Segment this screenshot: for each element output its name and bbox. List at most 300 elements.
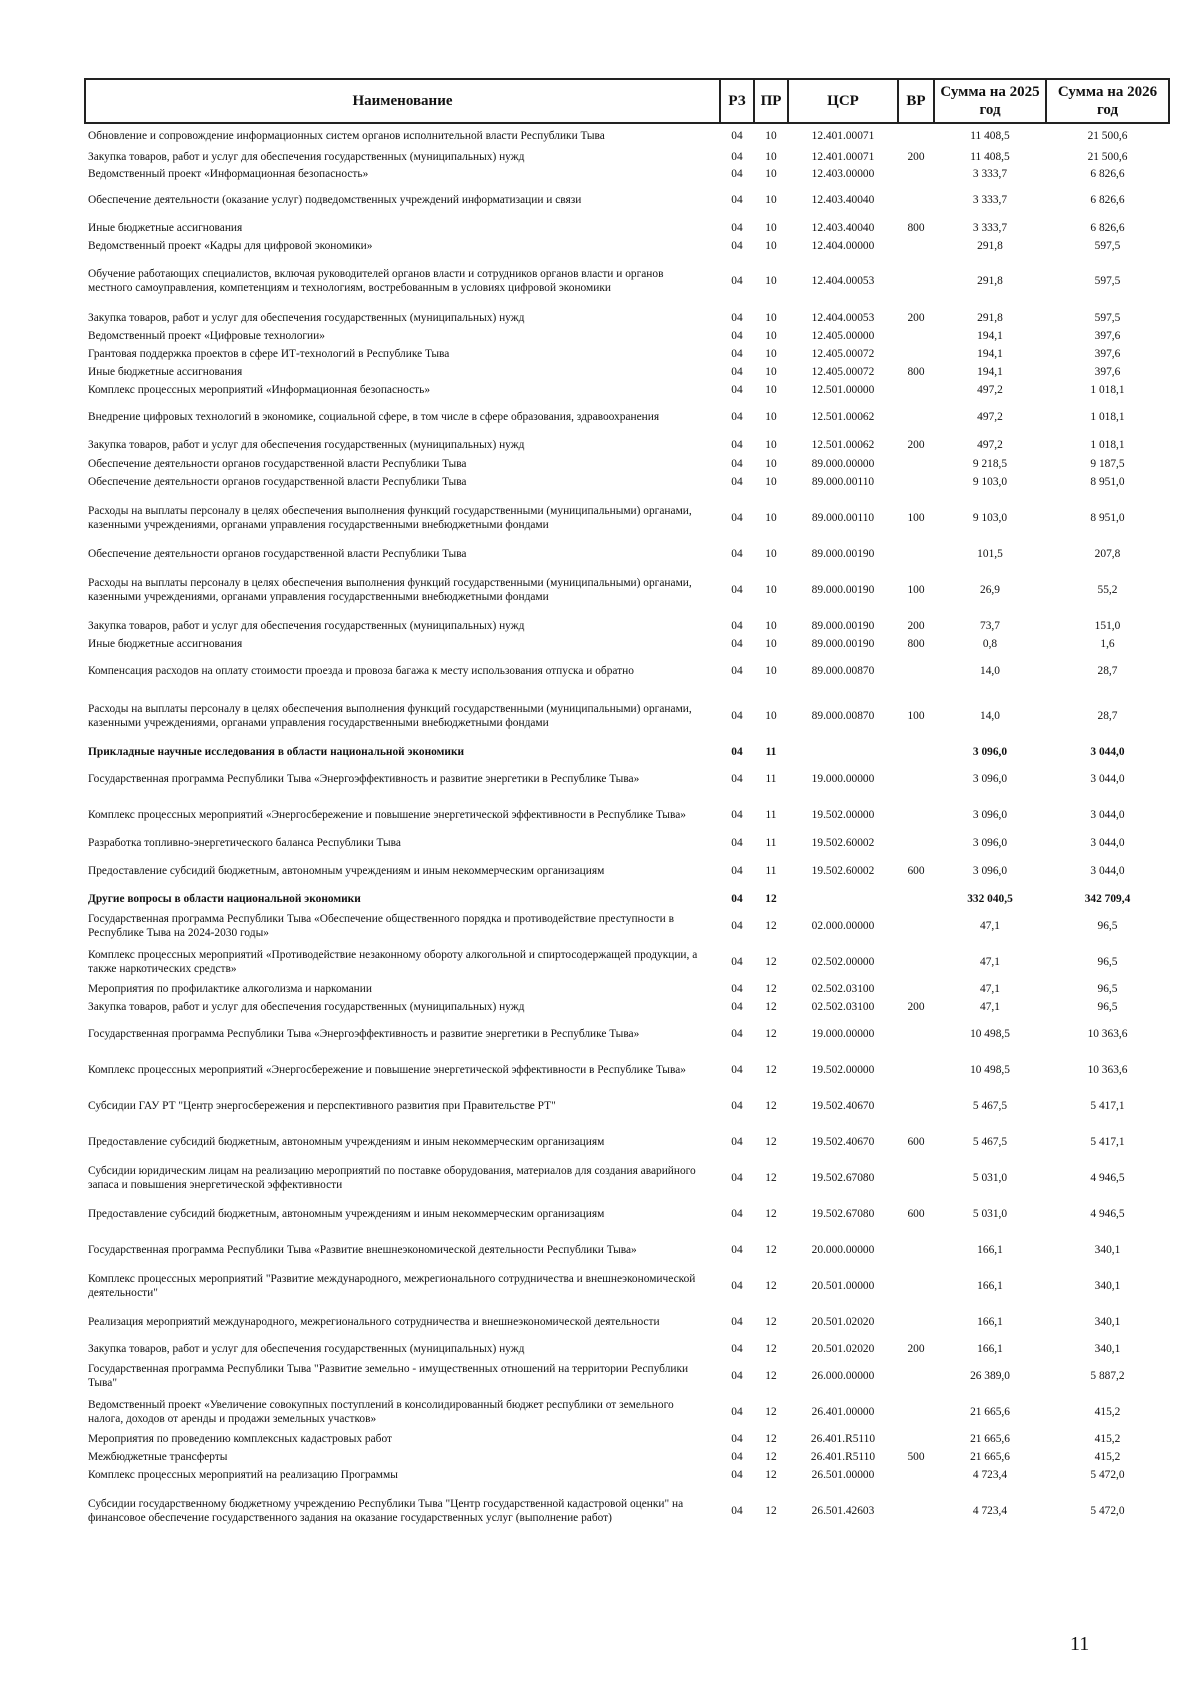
cell-name: Государственная программа Республики Тыва "Развитие земельно - имущественных отношений на территории Республики Тыва" [88,1363,689,1389]
cell-name: Субсидии юридическим лицам на реализацию мероприятий по поставке оборудования, материалов для создания аварийного запаса и повышения энергетической эффективности [88,1165,696,1191]
cell-vr [898,123,934,148]
cell-name: Иные бюджетные ассигнования [88,366,243,378]
cell-sum-2026: 415,2 [1094,1433,1121,1445]
cell-pr: 12 [765,1370,777,1382]
cell-sum-2026: 340,1 [1094,1280,1121,1292]
table-row [85,254,1169,308]
cell-vr [898,1088,934,1124]
table-row [85,182,1169,218]
cell-csr: 19.502.67080 [811,1208,875,1220]
cell-vr: 600 [907,1208,925,1220]
cell-rz: 04 [731,809,743,821]
cell-name: Предоставление субсидий бюджетным, автономным учреждениям и иным некоммерческим организациям [88,865,605,877]
cell-vr [898,944,934,980]
cell-sum-2026: 1 018,1 [1090,384,1125,396]
cell-rz: 04 [731,458,743,470]
table-row [85,345,1169,363]
cell-vr [898,327,934,345]
cell-vr [898,381,934,399]
table-row [85,1430,1169,1448]
cell-csr: 12.403.40040 [811,221,875,234]
cell-sum-2025: 14,0 [980,665,1000,677]
cell-vr [898,743,934,761]
cell-vr: 200 [907,311,925,324]
cell-name: Субсидии ГАУ РТ "Центр энергосбережения и перспективного развития при Правительстве РТ" [88,1100,556,1112]
header-sum-2026: Сумма на 2026 год [1046,79,1169,123]
cell-sum-2026: 8 951,0 [1090,512,1125,524]
cell-sum-2026: 8 951,0 [1090,476,1125,488]
table-row [85,1052,1169,1088]
cell-rz: 04 [731,1172,743,1184]
cell-rz: 04 [731,584,743,596]
cell-sum-2026: 151,0 [1094,620,1121,632]
cell-csr: 02.502.03100 [811,1001,875,1013]
cell-vr [898,237,934,254]
cell-csr: 12.404.00053 [811,275,875,287]
cell-rz: 04 [731,512,743,524]
table-row [85,1340,1169,1358]
cell-rz: 04 [731,920,743,932]
cell-name: Мероприятия по проведению комплексных кадастровых работ [88,1433,393,1445]
cell-sum-2025: 194,1 [977,330,1003,342]
cell-csr: 89.000.00000 [811,458,875,470]
cell-sum-2025: 194,1 [977,348,1003,360]
cell-name: Закупка товаров, работ и услуг для обеспечения государственных (муниципальных) нужд [88,1343,525,1355]
cell-sum-2025: 5 467,5 [972,1100,1008,1112]
cell-sum-2025: 3 096,0 [972,773,1008,785]
cell-name: Обновление и сопровождение информационных систем органов исполнительной власти Республики Тыва [88,130,605,142]
cell-csr: 12.405.00072 [811,348,875,360]
cell-name: Компенсация расходов на оплату стоимости проезда и провоза багажа к месту использования отпуска и обратно [88,665,634,677]
cell-pr: 10 [765,311,777,324]
cell-csr: 89.000.00190 [811,620,875,632]
cell-sum-2025: 47,1 [980,983,1000,995]
cell-sum-2026: 96,5 [1097,920,1118,932]
cell-pr: 12 [765,1136,777,1148]
cell-sum-2026: 207,8 [1094,548,1121,560]
cell-pr: 10 [765,348,777,360]
cell-pr: 10 [765,638,777,650]
cell-sum-2025: 332 040,5 [967,892,1013,905]
cell-vr [898,254,934,308]
table-row [85,1448,1169,1466]
cell-rz: 04 [731,348,743,360]
cell-sum-2025: 5 031,0 [972,1208,1008,1220]
cell-name: Другие вопросы в области национальной экономики [88,892,361,905]
cell-csr: 12.501.00000 [811,384,875,396]
cell-name: Комплекс процессных мероприятий «Энергосбережение и повышение энергетической эффективности в Республике Тыва» [88,809,686,821]
table-row [85,563,1169,617]
cell-sum-2026: 597,5 [1094,311,1121,324]
cell-pr: 10 [765,584,777,596]
cell-pr: 12 [765,1244,777,1256]
cell-sum-2025: 10 498,5 [970,1064,1010,1076]
cell-sum-2026: 6 826,6 [1090,194,1125,206]
cell-sum-2026: 96,5 [1097,983,1118,995]
table-row [85,545,1169,563]
cell-sum-2026: 28,7 [1097,710,1118,722]
cell-pr: 12 [765,1001,777,1013]
cell-name: Разработка топливно-энергетического баланса Республики Тыва [88,837,401,849]
cell-name: Комплекс процессных мероприятий «Энергосбережение и повышение энергетической эффективности в Республике Тыва» [88,1064,686,1076]
cell-csr: 19.502.00000 [811,809,875,821]
table-row [85,1304,1169,1340]
cell-sum-2026: 4 946,5 [1090,1172,1125,1184]
cell-pr: 12 [765,1433,777,1445]
cell-vr [898,345,934,363]
cell-name: Внедрение цифровых технологий в экономике, социальной сфере, в том числе в сфере образования, здравоохранения [88,411,660,423]
cell-sum-2025: 21 665,6 [970,1451,1010,1463]
cell-csr: 12.404.00053 [811,311,875,324]
cell-vr: 100 [907,584,925,596]
cell-csr: 19.000.00000 [811,1028,875,1040]
cell-rz: 04 [731,150,743,163]
cell-csr: 12.401.00071 [811,150,875,163]
table-row [85,1394,1169,1430]
cell-vr: 100 [907,512,925,524]
table-row [85,455,1169,473]
cell-sum-2026: 3 044,0 [1090,865,1125,877]
cell-csr: 89.000.00190 [811,548,875,560]
cell-sum-2025: 11 408,5 [970,150,1010,163]
cell-csr: 12.403.40040 [811,194,875,206]
cell-rz: 04 [731,221,743,234]
table-row [85,833,1169,853]
cell-sum-2025: 10 498,5 [970,1028,1010,1040]
cell-csr: 19.502.60002 [811,837,875,849]
cell-pr: 10 [765,548,777,560]
cell-sum-2025: 194,1 [977,366,1003,378]
cell-pr: 12 [765,1280,777,1292]
cell-pr: 11 [765,773,777,785]
table-row [85,1196,1169,1232]
cell-sum-2025: 3 096,0 [972,746,1008,758]
cell-pr: 12 [765,1028,777,1040]
cell-csr: 12.405.00072 [811,366,875,378]
cell-vr [898,889,934,908]
cell-sum-2025: 21 665,6 [970,1406,1010,1418]
cell-vr [898,545,934,563]
cell-sum-2025: 3 096,0 [972,865,1008,877]
cell-name: Реализация мероприятий международного, межрегионального сотрудничества и внешнеэкономической деятельности [88,1316,660,1328]
cell-csr: 89.000.00870 [811,665,875,677]
cell-name: Комплекс процессных мероприятий "Развитие международного, межрегионального сотрудничества и внешнеэкономической деятельности" [88,1273,696,1299]
cell-rz: 04 [731,1001,743,1013]
cell-rz: 04 [731,548,743,560]
cell-sum-2026: 21 500,6 [1087,150,1128,163]
cell-vr [898,908,934,944]
cell-csr: 02.502.03100 [811,983,875,995]
cell-vr: 200 [907,1001,925,1013]
cell-pr: 10 [765,275,777,287]
cell-sum-2025: 291,8 [977,239,1003,252]
cell-pr: 12 [765,920,777,932]
cell-vr: 200 [907,150,925,163]
cell-rz: 04 [731,1505,743,1517]
cell-rz: 04 [731,1100,743,1112]
cell-vr [898,1268,934,1304]
cell-pr: 12 [765,956,777,968]
cell-sum-2025: 497,2 [977,411,1003,423]
cell-name: Ведомственный проект «Кадры для цифровой экономики» [88,239,373,252]
cell-csr: 20.000.00000 [811,1244,875,1256]
cell-sum-2025: 14,0 [980,710,1000,722]
header-name: Наименование [85,79,720,123]
cell-csr: 26.501.42603 [811,1505,875,1517]
cell-sum-2026: 5 472,0 [1090,1469,1125,1481]
cell-name: Обеспечение деятельности органов государственной власти Республики Тыва [88,458,467,470]
table-row [85,399,1169,435]
cell-pr: 12 [765,1406,777,1418]
cell-rz: 04 [731,1370,743,1382]
cell-rz: 04 [731,384,743,396]
table-row [85,218,1169,237]
header-rz: РЗ [720,79,754,123]
cell-vr: 600 [907,865,925,877]
cell-pr: 11 [765,809,777,821]
cell-sum-2026: 340,1 [1094,1316,1121,1328]
cell-name: Комплекс процессных мероприятий «Информационная безопасность» [88,384,431,396]
cell-vr [898,653,934,689]
cell-csr: 12.501.00062 [811,411,875,423]
table-row [85,381,1169,399]
cell-sum-2025: 3 096,0 [972,837,1008,849]
cell-csr: 02.000.00000 [811,920,875,932]
page-number: 11 [1070,1633,1090,1655]
table-row [85,327,1169,345]
cell-csr: 12.401.00071 [811,130,875,142]
cell-vr [898,473,934,491]
cell-pr: 10 [765,366,777,378]
cell-pr: 12 [765,1505,777,1517]
table-row [85,689,1169,743]
cell-sum-2026: 1 018,1 [1090,439,1125,451]
cell-sum-2026: 6 826,6 [1090,221,1125,234]
table-row [85,617,1169,635]
cell-vr: 800 [907,638,925,650]
cell-rz: 04 [731,239,743,252]
cell-sum-2025: 21 665,6 [970,1433,1010,1445]
cell-rz: 04 [731,956,743,968]
cell-sum-2025: 47,1 [980,956,1000,968]
cell-csr: 12.403.00000 [811,167,875,180]
cell-pr: 10 [765,458,777,470]
cell-sum-2025: 166,1 [977,1280,1003,1292]
cell-sum-2026: 3 044,0 [1090,746,1125,758]
cell-name: Закупка товаров, работ и услуг для обеспечения государственных (муниципальных) нужд [88,439,525,451]
table-row [85,743,1169,761]
budget-table-page [84,78,1168,1538]
table-row [85,473,1169,491]
cell-csr: 89.000.00190 [811,638,875,650]
cell-name: Закупка товаров, работ и услуг для обеспечения государственных (муниципальных) нужд [88,311,525,324]
cell-vr [898,165,934,182]
table-row [85,237,1169,254]
cell-name: Ведомственный проект «Цифровые технологии» [88,330,325,342]
cell-rz: 04 [731,439,743,451]
table-row [85,491,1169,545]
cell-name: Обеспечение деятельности органов государственной власти Республики Тыва [88,476,467,488]
cell-pr: 12 [765,1316,777,1328]
cell-vr [898,1304,934,1340]
cell-name: Государственная программа Республики Тыва «Энергоэффективность и развитие энергетики в Республике Тыва» [88,773,640,785]
cell-name: Комплекс процессных мероприятий на реализацию Программы [88,1469,398,1481]
cell-sum-2026: 397,6 [1094,330,1121,342]
cell-sum-2026: 342 709,4 [1084,892,1131,905]
cell-csr: 26.401.R5110 [810,1451,876,1463]
cell-pr: 10 [765,150,777,163]
table-row [85,635,1169,653]
cell-csr: 19.502.00000 [811,1064,875,1076]
cell-name: Расходы на выплаты персоналу в целях обеспечения выполнения функций государственными (муниципальными) органами, казенными учреждениями, органами управления государственными внебюджетными фондами [88,703,692,729]
cell-vr [898,1358,934,1394]
cell-csr: 89.000.00110 [811,476,875,488]
cell-sum-2025: 3 333,7 [972,167,1008,180]
cell-sum-2025: 5 031,0 [972,1172,1008,1184]
cell-rz: 04 [731,1280,743,1292]
table-row [85,435,1169,455]
cell-vr: 200 [907,439,925,451]
cell-sum-2025: 11 408,5 [970,130,1010,142]
cell-pr: 12 [765,1469,777,1481]
cell-sum-2026: 597,5 [1094,275,1121,287]
cell-sum-2025: 9 103,0 [972,512,1008,524]
cell-csr: 26.401.R5110 [810,1433,876,1445]
header-csr: ЦСР [788,79,898,123]
table-row [85,1358,1169,1394]
cell-rz: 04 [731,746,743,758]
cell-rz: 04 [731,837,743,849]
cell-csr: 20.501.00000 [811,1280,875,1292]
cell-pr: 12 [765,1451,777,1463]
cell-sum-2025: 166,1 [977,1244,1003,1256]
cell-pr: 10 [765,330,777,342]
cell-name: Закупка товаров, работ и услуг для обеспечения государственных (муниципальных) нужд [88,150,525,163]
cell-name: Межбюджетные трансферты [88,1451,228,1463]
cell-csr: 02.502.00000 [811,956,875,968]
cell-vr [898,761,934,797]
cell-rz: 04 [731,1316,743,1328]
cell-pr: 12 [765,983,777,995]
cell-name: Комплекс процессных мероприятий «Противодействие незаконному обороту алкогольной и спиртосодержащей продукции, а также наркотических средств» [88,949,698,975]
cell-vr [898,1466,934,1484]
cell-sum-2026: 10 363,6 [1087,1064,1128,1076]
cell-sum-2025: 4 723,4 [972,1505,1008,1517]
cell-name: Государственная программа Республики Тыва «Развитие внешнеэкономической деятельности Республики Тыва» [88,1244,637,1256]
header-vr: ВР [898,79,934,123]
cell-name: Расходы на выплаты персоналу в целях обеспечения выполнения функций государственными (муниципальными) органами, казенными учреждениями, органами управления государственными внебюджетными фондами [88,505,692,531]
cell-sum-2026: 5 472,0 [1090,1505,1125,1517]
cell-rz: 04 [731,773,743,785]
cell-pr: 12 [765,1343,777,1355]
cell-name: Государственная программа Республики Тыва «Энергоэффективность и развитие энергетики в Республике Тыва» [88,1028,640,1040]
cell-sum-2026: 5 887,2 [1090,1370,1125,1382]
cell-sum-2026: 415,2 [1094,1406,1121,1418]
cell-sum-2026: 4 946,5 [1090,1208,1125,1220]
cell-pr: 10 [765,384,777,396]
cell-rz: 04 [731,1208,743,1220]
cell-vr: 500 [907,1451,925,1463]
cell-csr: 12.405.00000 [811,330,875,342]
cell-rz: 04 [731,1136,743,1148]
cell-pr: 10 [765,476,777,488]
cell-rz: 04 [731,1469,743,1481]
cell-csr: 89.000.00870 [811,710,875,722]
cell-pr: 10 [765,221,777,234]
cell-name: Грантовая поддержка проектов в сфере ИТ-технологий в Республике Тыва [88,348,450,360]
table-row [85,1484,1169,1538]
cell-rz: 04 [731,665,743,677]
cell-sum-2026: 55,2 [1097,584,1118,596]
cell-rz: 04 [731,330,743,342]
cell-csr: 19.502.67080 [811,1172,875,1184]
cell-csr: 26.401.00000 [811,1406,875,1418]
cell-csr [788,743,898,761]
cell-sum-2025: 497,2 [977,384,1003,396]
cell-vr [898,455,934,473]
cell-rz: 04 [731,620,743,632]
table-row [85,363,1169,381]
cell-rz: 04 [731,366,743,378]
header-sum-2025: Сумма на 2025 год [934,79,1046,123]
cell-sum-2025: 26 389,0 [970,1370,1010,1382]
table-row [85,165,1169,182]
cell-rz: 04 [731,865,743,877]
cell-sum-2026: 1,6 [1100,638,1115,650]
cell-name: Предоставление субсидий бюджетным, автономным учреждениям и иным некоммерческим организациям [88,1136,605,1148]
cell-csr: 12.404.00000 [811,239,875,252]
cell-csr [788,889,898,908]
cell-pr: 10 [765,411,777,423]
table-row [85,123,1169,148]
cell-sum-2026: 3 044,0 [1090,837,1125,849]
table-row [85,1088,1169,1124]
cell-pr: 10 [765,130,777,142]
cell-name: Обеспечение деятельности (оказание услуг) подведомственных учреждений информатизации и связи [88,194,582,206]
cell-csr: 19.502.40670 [811,1136,875,1148]
cell-vr [898,797,934,833]
cell-rz: 04 [731,130,743,142]
cell-sum-2025: 166,1 [977,1343,1003,1355]
cell-sum-2025: 291,8 [977,275,1003,287]
cell-sum-2026: 597,5 [1094,239,1121,252]
cell-sum-2026: 6 826,6 [1090,167,1125,180]
cell-name: Обеспечение деятельности органов государственной власти Республики Тыва [88,548,467,560]
cell-csr: 20.501.02020 [811,1343,875,1355]
cell-name: Ведомственный проект «Информационная безопасность» [88,167,369,180]
cell-pr: 12 [765,1064,777,1076]
table-row [85,308,1169,327]
cell-vr: 800 [907,221,925,234]
cell-vr: 200 [907,1343,925,1355]
cell-sum-2026: 96,5 [1097,956,1118,968]
cell-pr: 10 [765,239,777,252]
cell-csr: 26.000.00000 [811,1370,875,1382]
cell-pr: 11 [765,837,777,849]
cell-rz: 04 [731,1064,743,1076]
cell-sum-2025: 0,8 [982,638,998,650]
cell-pr: 10 [765,512,777,524]
cell-vr: 200 [907,620,925,632]
cell-rz: 04 [731,275,743,287]
table-row [85,998,1169,1016]
cell-sum-2026: 340,1 [1094,1343,1121,1355]
table-row [85,944,1169,980]
cell-sum-2025: 3 333,7 [972,194,1008,206]
cell-sum-2026: 397,6 [1094,366,1121,378]
cell-csr: 19.502.60002 [811,865,875,877]
cell-sum-2025: 101,5 [977,548,1003,560]
